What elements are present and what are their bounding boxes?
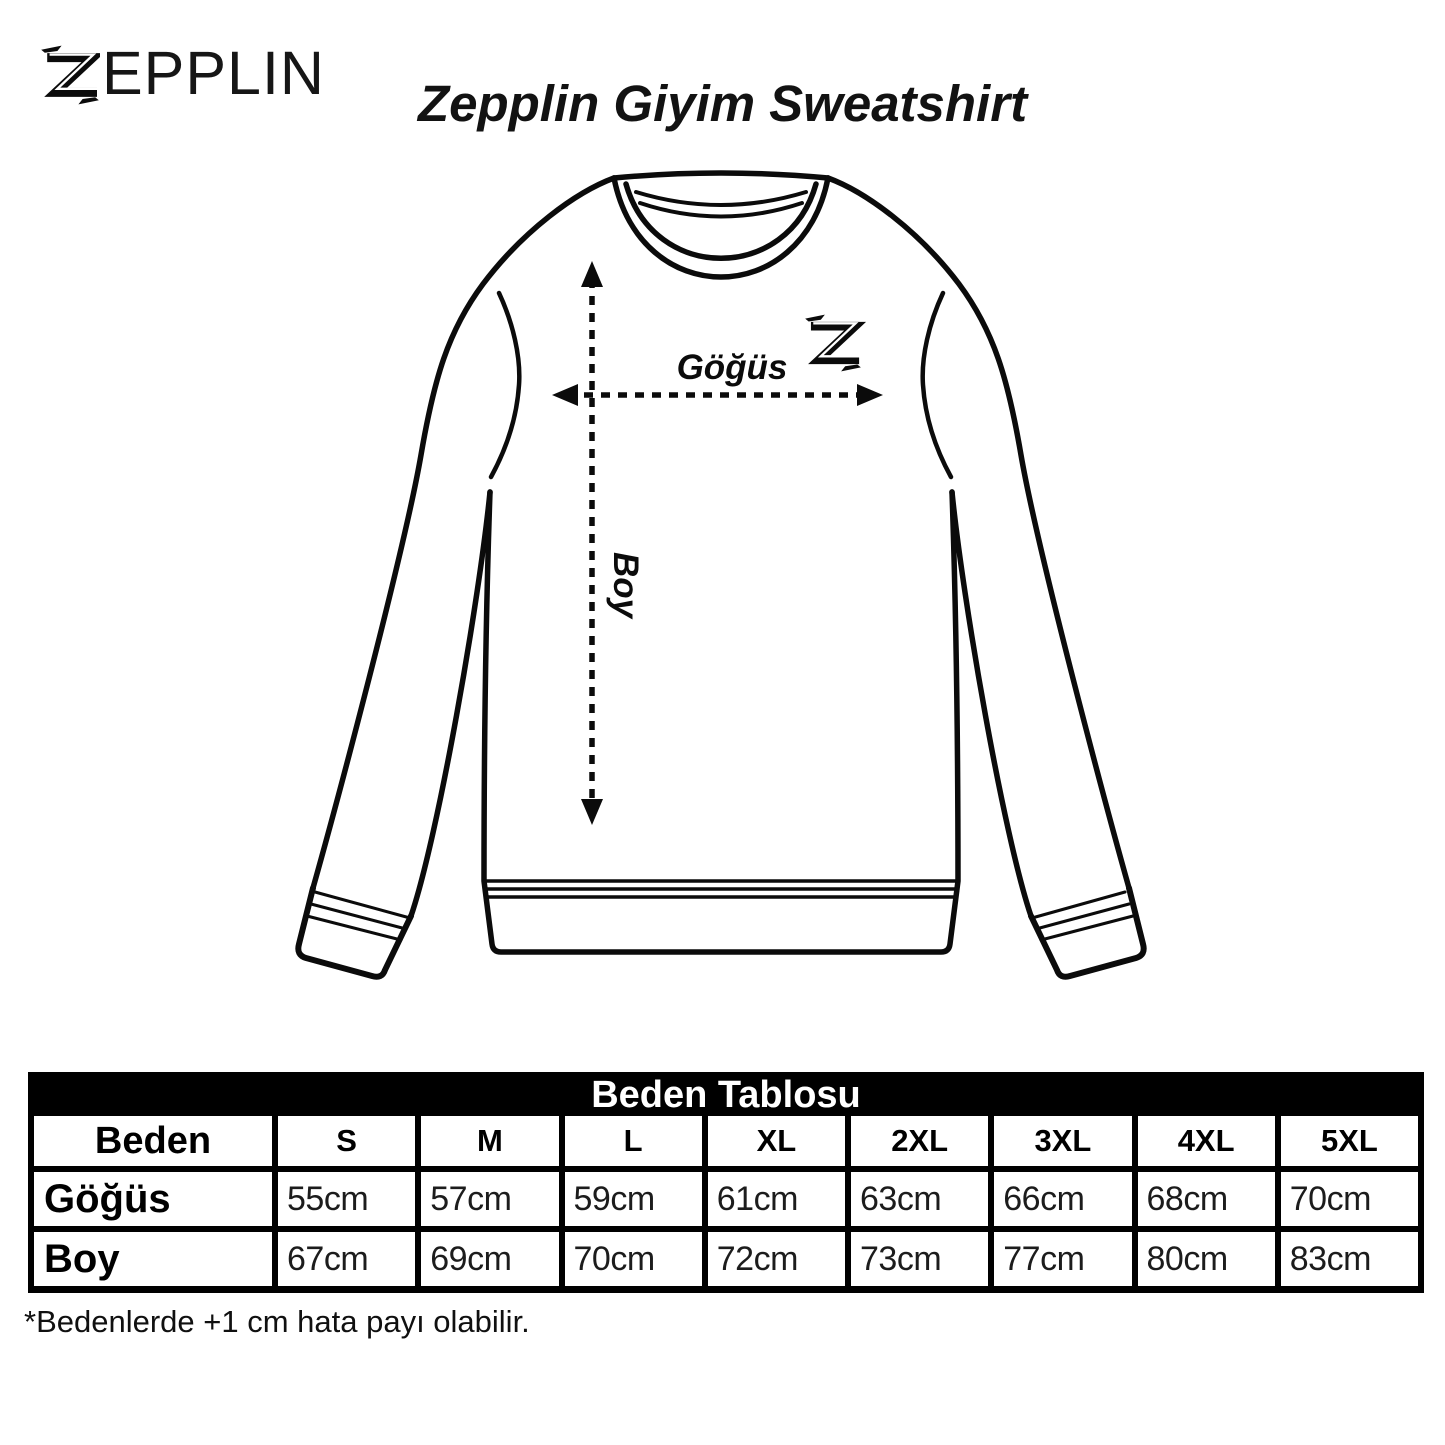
sweatshirt-diagram	[280, 165, 1160, 1025]
size-table-grid	[28, 1116, 1424, 1293]
header-cell-size-S: S	[278, 1116, 415, 1166]
value-cell-r0-c6: 68cm	[1138, 1172, 1275, 1226]
value-cell-r0-c2: 59cm	[565, 1172, 702, 1226]
page-title	[0, 75, 1445, 132]
value-cell-r1-c1: 69cm	[421, 1232, 558, 1286]
value-cell-r0-c7: 70cm	[1281, 1172, 1418, 1226]
brand-name: EPPLIN	[102, 39, 325, 107]
value-cell-r0-c4: 63cm	[851, 1172, 988, 1226]
value-cell-r1-c7: 83cm	[1281, 1232, 1418, 1286]
tolerance-note: *Bedenlerde +1 cm hata payı olabilir.	[24, 1304, 530, 1339]
row-label-1: Boy	[34, 1232, 272, 1286]
sleeve-right-outline	[828, 178, 1129, 888]
value-cell-r1-c5: 77cm	[994, 1232, 1131, 1286]
value-cell-r1-c6: 80cm	[1138, 1232, 1275, 1286]
length-label: Boy	[606, 551, 645, 619]
chest-z-logo	[805, 315, 861, 372]
header-cell-size-M: M	[421, 1116, 558, 1166]
size-table	[28, 1072, 1424, 1293]
value-cell-r0-c1: 57cm	[421, 1172, 558, 1226]
value-cell-r0-c0: 55cm	[278, 1172, 415, 1226]
sleeve-left-outline	[313, 178, 614, 888]
value-cell-r0-c5: 66cm	[994, 1172, 1131, 1226]
header-cell-size-3XL: 3XL	[994, 1116, 1131, 1166]
header-cell-size-2XL: 2XL	[851, 1116, 988, 1166]
value-cell-r1-c4: 73cm	[851, 1232, 988, 1286]
value-cell-r0-c3: 61cm	[708, 1172, 845, 1226]
header-cell-size-XL: XL	[708, 1116, 845, 1166]
page-title-regular: Zepplin Giyim	[417, 75, 756, 132]
chest-measure-arrow	[552, 384, 883, 406]
length-measure-arrow	[581, 261, 603, 825]
row-label-0: Göğüs	[34, 1172, 272, 1226]
header-cell-size-L: L	[565, 1116, 702, 1166]
page-title-bold: Sweatshirt	[769, 75, 1028, 132]
chest-label: Göğüs	[676, 348, 788, 387]
header-cell-size-5XL: 5XL	[1281, 1116, 1418, 1166]
body-outline	[484, 492, 958, 952]
header-cell-label: Beden	[34, 1116, 272, 1166]
size-table-title: Beden Tablosu	[591, 1074, 861, 1116]
header-cell-size-4XL: 4XL	[1138, 1116, 1275, 1166]
value-cell-r1-c3: 72cm	[708, 1232, 845, 1286]
collar	[614, 173, 828, 178]
value-cell-r1-c2: 70cm	[565, 1232, 702, 1286]
value-cell-r1-c0: 67cm	[278, 1232, 415, 1286]
